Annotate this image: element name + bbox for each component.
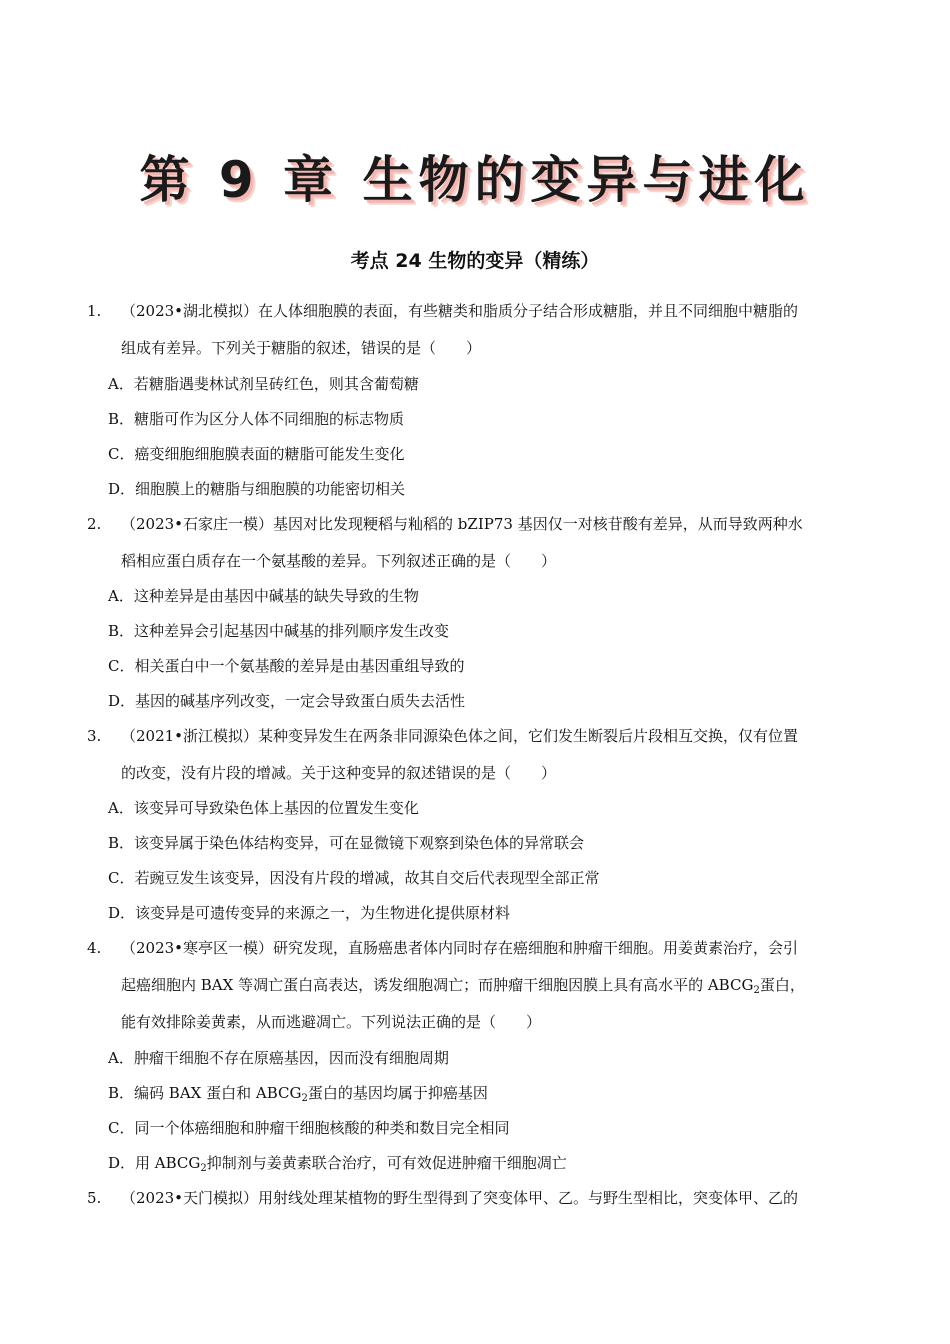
question-stem [121,1188,873,1225]
stem-line: 能有效排除姜黄素，从而逃避凋亡。下列说法正确的是（ ） [121,1013,542,1031]
option-c: C．相关蛋白中一个氨基酸的差异是由基因重组导致的 [108,657,465,675]
chapter-title: 第 9 章 生物的变异与进化 [139,151,811,209]
option-text: 抑制剂与姜黄素联合治疗，可有效促进肿瘤干细胞凋亡 [206,1154,567,1172]
question-stem [121,301,873,375]
stem-line: （2023•湖北模拟）在人体细胞膜的表面，有些糖类和脂质分子结合形成糖脂，并且不同细胞中糖脂的 [121,302,799,320]
option-c: C．若豌豆发生该变异，因没有片段的增减，故其自交后代表现型全部正常 [108,869,600,887]
option-a: A．若糖脂遇斐林试剂呈砖红色，则其含葡萄糖 [108,375,419,393]
option-b [108,1082,488,1104]
question-number: 1. [87,302,102,320]
stem-line: 的改变，没有片段的增减。关于这种变异的叙述错误的是（ ） [121,764,557,782]
option-c: C．癌变细胞细胞膜表面的糖脂可能发生变化 [108,445,405,463]
option-a: A．这种差异是由基因中碱基的缺失导致的生物 [108,587,419,605]
stem-line: 组成有差异。下列关于糖脂的叙述，错误的是（ ） [121,339,482,357]
stem-line: （2023•天门模拟）用射线处理某植物的野生型得到了突变体甲、乙。与野生型相比，突变体甲、乙的 [121,1189,799,1207]
question-stem [121,514,873,588]
stem-line: 稻相应蛋白质存在一个氨基酸的差异。下列叙述正确的是（ ） [121,552,557,570]
option-c: C．同一个体癌细胞和肿瘤干细胞核酸的种类和数目完全相同 [108,1119,510,1137]
question-stem [121,938,873,1049]
question-number: 3. [87,727,102,745]
subscript: 2 [200,1163,207,1174]
option-d: D．细胞膜上的糖脂与细胞膜的功能密切相关 [108,480,406,498]
option-text: 蛋白的基因均属于抑癌基因 [307,1084,488,1102]
option-text: D．用 ABCG [108,1154,201,1172]
stem-line: （2023•石家庄一模）基因对比发现粳稻与籼稻的 bZIP73 基因仅一对核苷酸有差异，从而导致两种水 [121,515,803,533]
stem-line: （2021•浙江模拟）某种变异发生在两条非同源染色体之间，它们发生断裂后片段相互交换，仅有位置 [121,727,799,745]
option-a: A．肿瘤干细胞不存在原癌基因，因而没有细胞周期 [108,1049,449,1067]
option-b: B．该变异属于染色体结构变异，可在显微镜下观察到染色体的异常联会 [108,834,585,852]
stem-text: 蛋白， [759,976,805,994]
option-b: B．糖脂可作为区分人体不同细胞的标志物质 [108,410,405,428]
option-d [108,1152,567,1174]
question-number: 2. [87,515,102,533]
section-title: 考点 24 生物的变异（精练） [350,250,600,272]
stem-line [121,975,873,1012]
option-d: D．该变异是可遗传变异的来源之一，为生物进化提供原材料 [108,904,511,922]
subscript: 2 [301,1093,308,1104]
option-d: D．基因的碱基序列改变，一定会导致蛋白质失去活性 [108,692,466,710]
option-b: B．这种差异会引起基因中碱基的排列顺序发生改变 [108,622,450,640]
question-number: 4. [87,939,102,957]
question-stem [121,726,873,800]
subscript: 2 [753,985,760,996]
option-a: A．该变异可导致染色体上基因的位置发生变化 [108,799,419,817]
question-number: 5. [87,1189,102,1207]
option-text: B．编码 BAX 蛋白和 ABCG [108,1084,302,1102]
stem-text: 起癌细胞内 BAX 等凋亡蛋白高表达，诱发细胞凋亡；而肿瘤干细胞因膜上具有高水平的 ABCG [121,976,754,994]
stem-line: （2023•寒亭区一模）研究发现，直肠癌患者体内同时存在癌细胞和肿瘤干细胞。用姜黄素治疗，会引 [121,939,799,957]
